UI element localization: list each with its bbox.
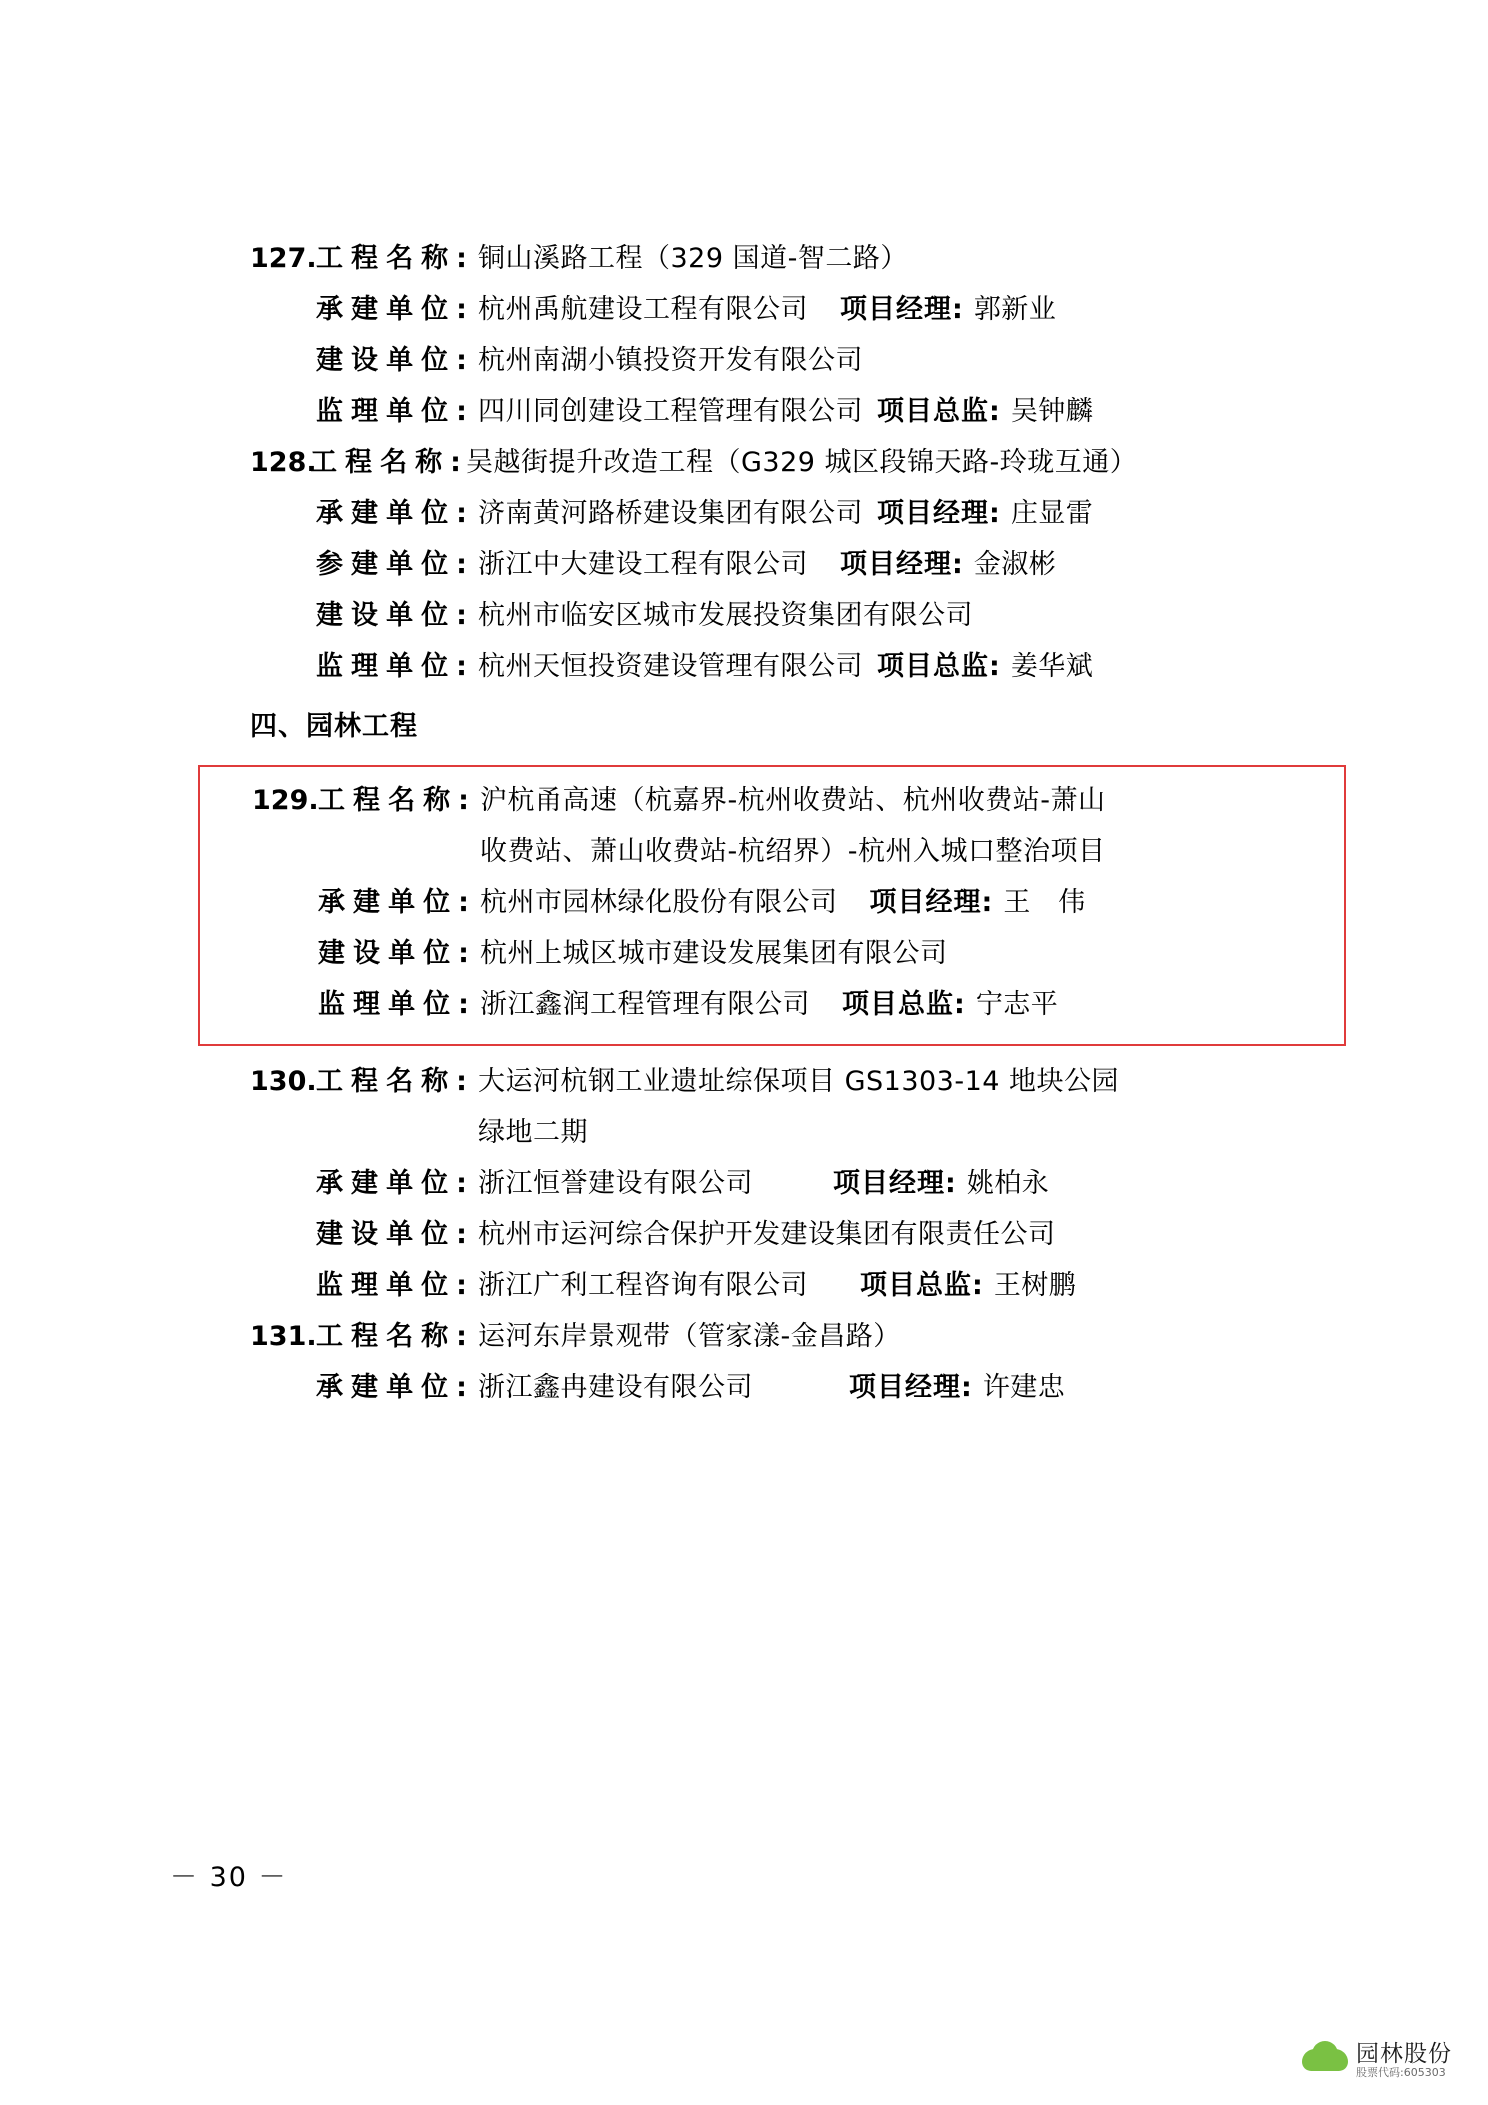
document-content [250,245,1330,1425]
entry-131-label-project-manager: 项目经理: [849,1372,973,1403]
entry-129-label-project-name: 工程名称: [318,785,470,816]
entry-129-label-chief-supervisor: 项目总监: [842,989,966,1020]
entry-127-label-project-manager: 项目经理: [840,294,964,325]
entry-127-number: 127. [250,243,317,274]
entry-129-row-2 [252,991,1328,1018]
entry-130-row-1 [250,1221,1330,1248]
entry-129-label-supervisor: 监理单位: [318,989,470,1020]
watermark-stock-code: 股票代码:605303 [1356,2065,1446,2079]
entry-130-project-name-cont: 绿地二期 [478,1117,588,1148]
entry-130-supervisor: 浙江广利工程咨询有限公司 [478,1270,808,1301]
entry-129-project-manager: 王 伟 [1003,887,1086,918]
entry-128-project-manager: 庄显雷 [1010,498,1094,529]
entry-128-co-contractor: 浙江中大建设工程有限公司 [478,549,808,580]
entry-127 [250,245,1330,425]
entry-129-project-name: 沪杭甬高速（杭嘉界-杭州收费站、杭州收费站-萧山 [480,785,1106,816]
entry-130-label-builder: 建设单位: [316,1219,468,1250]
entry-131-row-0 [250,1374,1330,1401]
entry-130-label-supervisor: 监理单位: [316,1270,468,1301]
entry-127-label-builder: 建设单位: [316,345,468,376]
entry-129-supervisor: 浙江鑫润工程管理有限公司 [480,989,810,1020]
entry-128 [250,449,1330,680]
entry-128-label-contractor: 承建单位: [316,498,468,529]
entry-130-project-manager: 姚柏永 [966,1168,1050,1199]
entry-130-label-project-name: 工程名称: [316,1066,468,1097]
entry-129-label-project-manager: 项目经理: [869,887,994,918]
entry-130-label-chief-supervisor: 项目总监: [860,1270,984,1301]
entry-128-title-row [250,449,1330,476]
entry-127-builder: 杭州南湖小镇投资开发有限公司 [478,345,863,376]
entry-129 [252,787,1328,1018]
entry-131-label-contractor: 承建单位: [316,1372,468,1403]
entry-128-project-name: 吴越街提升改造工程（G329 城区段锦天路-玲珑互通） [466,447,1138,478]
entry-128-label-chief-supervisor: 项目总监: [877,651,1001,682]
entry-129-label-builder: 建设单位: [318,938,470,969]
watermark-text [1356,2042,1452,2079]
entry-127-row-2 [250,398,1330,425]
entry-130-builder: 杭州市运河综合保护开发建设集团有限责任公司 [478,1219,1056,1250]
entry-130-row-0 [250,1170,1330,1197]
entry-127-row-0 [250,296,1330,323]
entry-128-label-builder: 建设单位: [316,600,468,631]
entry-128-number: 128. [250,447,317,478]
entry-129-row-0 [252,889,1328,916]
entry-127-label-supervisor: 监理单位: [316,396,468,427]
entry-128-label-project-manager-2: 项目经理: [840,549,964,580]
entry-127-label-project-name: 工程名称: [316,243,468,274]
entry-128-label-project-name: 工程名称: [310,447,462,478]
entry-129-title-row [252,787,1328,814]
cloud-leaf-icon [1302,2043,1348,2077]
entry-128-label-project-manager: 项目经理: [877,498,1001,529]
company-watermark [1302,2042,1452,2079]
entry-130-row-2 [250,1272,1330,1299]
entry-127-chief-supervisor: 吴钟麟 [1010,396,1094,427]
entry-127-contractor: 杭州禹航建设工程有限公司 [478,294,808,325]
entry-127-label-chief-supervisor: 项目总监: [877,396,1001,427]
entry-130-project-name: 大运河杭钢工业遗址综保项目 GS1303-14 地块公园 [478,1066,1120,1097]
entry-127-label-contractor: 承建单位: [316,294,468,325]
entry-131-label-project-name: 工程名称: [316,1321,468,1352]
entry-130-label-contractor: 承建单位: [316,1168,468,1199]
entry-131-title-row [250,1323,1330,1350]
page-number: － 30 － [170,1862,288,1893]
entry-129-number: 129. [252,785,319,816]
entry-128-row-1 [250,551,1330,578]
watermark-company-name: 园林股份 [1356,2040,1452,2067]
entry-130-contractor: 浙江恒誉建设有限公司 [478,1168,753,1199]
entry-131-contractor: 浙江鑫冉建设有限公司 [478,1372,753,1403]
entry-129-builder: 杭州上城区城市建设发展集团有限公司 [480,938,948,969]
entry-128-label-co-contractor: 参建单位: [316,549,468,580]
entry-129-chief-supervisor: 宁志平 [975,989,1059,1020]
entry-128-chief-supervisor: 姜华斌 [1010,651,1094,682]
entry-129-row-1 [252,940,1328,967]
section-title-garden-engineering: 四、园林工程 [250,711,418,742]
entry-128-supervisor: 杭州天恒投资建设管理有限公司 [478,651,863,682]
entry-130-title-row [250,1068,1330,1095]
entry-130 [250,1068,1330,1299]
entry-128-row-3 [250,653,1330,680]
entry-128-row-2 [250,602,1330,629]
entry-128-contractor: 济南黄河路桥建设集团有限公司 [478,498,863,529]
entry-127-row-1 [250,347,1330,374]
entry-131-project-name: 运河东岸景观带（管家漾-金昌路） [478,1321,901,1352]
entry-127-project-name: 铜山溪路工程（329 国道-智二路） [478,243,908,274]
entry-129-highlight-box [198,765,1346,1046]
entry-129-contractor: 杭州市园林绿化股份有限公司 [480,887,838,918]
entry-129-project-name-cont: 收费站、萧山收费站-杭绍界）-杭州入城口整治项目 [480,836,1106,867]
entry-130-chief-supervisor: 王树鹏 [993,1270,1077,1301]
entry-130-label-project-manager: 项目经理: [833,1168,957,1199]
entry-129-label-contractor: 承建单位: [318,887,470,918]
entry-128-label-supervisor: 监理单位: [316,651,468,682]
entry-131-project-manager: 许建忠 [982,1372,1066,1403]
entry-130-number: 130. [250,1066,317,1097]
entry-131-number: 131. [250,1321,317,1352]
entry-127-project-manager: 郭新业 [973,294,1057,325]
entry-128-row-0 [250,500,1330,527]
entry-127-supervisor: 四川同创建设工程管理有限公司 [478,396,863,427]
entry-128-builder: 杭州市临安区城市发展投资集团有限公司 [478,600,973,631]
entry-128-project-manager-2: 金淑彬 [973,549,1057,580]
entry-131 [250,1323,1330,1401]
entry-127-title-row [250,245,1330,272]
